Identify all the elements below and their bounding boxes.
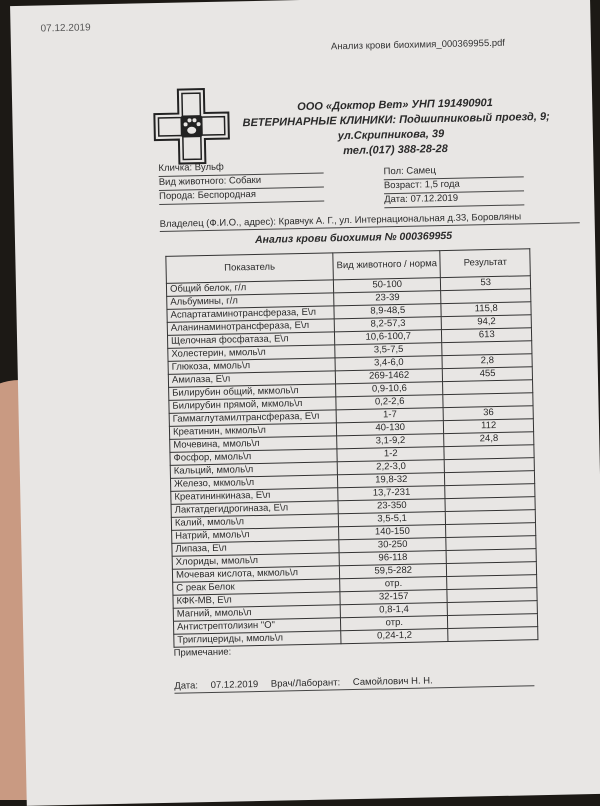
cell-norm: 0,2-2,6: [336, 395, 444, 410]
cell-result: 53: [441, 276, 531, 291]
cell-parameter: Антистрептолизин "О": [173, 618, 340, 634]
cell-norm: 13,7-231: [338, 486, 446, 501]
patient-sex: Пол: Самец: [384, 163, 524, 180]
cell-parameter: Глюкоза, ммоль\л: [168, 358, 335, 374]
clinic-name: ООО «Доктор Вет» УНП 191490901: [297, 96, 493, 114]
cell-norm: 40-130: [336, 421, 444, 436]
cell-norm: 8,2-57,3: [334, 317, 442, 332]
cell-norm: 1-2: [337, 447, 445, 462]
cell-parameter: Билирубин прямой, мкмоль\л: [169, 397, 336, 413]
cell-norm: отр.: [340, 616, 448, 631]
patient-species: Вид животного: Собаки: [159, 174, 324, 191]
cell-parameter: Креатинин, мкмоль\л: [169, 423, 336, 439]
cell-norm: 8,9-48,5: [334, 304, 442, 319]
cell-result: 112: [444, 419, 534, 434]
cell-result: 455: [443, 367, 533, 382]
cell-parameter: Аспартатаминотрансфераза, Е\л: [167, 306, 334, 322]
cell-norm: 23-39: [334, 291, 442, 306]
cell-result: 2,8: [442, 354, 532, 369]
print-date: 07.12.2019: [40, 22, 91, 35]
cell-norm: 3,5-5,1: [338, 512, 446, 527]
clinic-cross-logo-icon: [152, 86, 232, 166]
cell-result: 94,2: [442, 315, 532, 330]
cell-parameter: Кальций, ммоль\л: [170, 462, 337, 478]
clinic-header: [242, 95, 550, 161]
signature-line: [174, 673, 534, 694]
document-title: Анализ крови биохимия № 000369955: [254, 229, 453, 246]
cell-parameter: Аланинаминотрансфераза, Е\л: [167, 319, 334, 335]
cell-result: [448, 627, 538, 642]
note-label: Примечание:: [173, 646, 232, 659]
cell-result: 24,8: [444, 432, 534, 447]
cell-parameter: Гаммаглутамилтрансфераза, Е\л: [169, 410, 336, 426]
cell-norm: 23-350: [338, 499, 446, 514]
cell-parameter: Холестерин, ммоль\л: [168, 345, 335, 361]
file-name: Анализ крови биохимия_000369955.pdf: [330, 37, 506, 53]
cell-parameter: Магний, ммоль\л: [173, 605, 340, 621]
patient-age: Возраст: 1,5 года: [384, 177, 524, 194]
cell-norm: 10,6-100,7: [334, 330, 442, 345]
cell-norm: 3,4-6,0: [335, 356, 443, 371]
cell-parameter: Альбумины, г/л: [167, 293, 334, 309]
document-sheet: [10, 0, 600, 806]
cell-parameter: Щелочная фосфатаза, Е\л: [167, 332, 334, 348]
cell-norm: 0,8-1,4: [340, 603, 448, 618]
footer-date-label: Дата:: [174, 680, 199, 692]
cell-norm: 140-150: [339, 525, 447, 540]
footer-doctor: Самойлович Н. Н.: [352, 675, 433, 689]
cell-parameter: Железо, мкмоль\л: [170, 475, 337, 491]
footer-doctor-label: Врач/Лаборант:: [270, 677, 341, 690]
cell-norm: 3,5-7,5: [335, 343, 443, 358]
cell-norm: 19,8-32: [337, 473, 445, 488]
cell-norm: 269-1462: [335, 369, 443, 384]
footer-date: 07.12.2019: [210, 679, 259, 692]
results-table: [165, 248, 538, 648]
cell-norm: 0,24-1,2: [341, 629, 449, 644]
header-parameter: Показатель: [166, 253, 334, 283]
cell-parameter: Натрий, ммоль\л: [172, 527, 339, 543]
cell-norm: 0,9-10,6: [336, 382, 444, 397]
cell-parameter: Амилаза, Е\л: [168, 371, 335, 387]
cell-norm: 32-157: [340, 590, 448, 605]
cell-result: 36: [444, 406, 534, 421]
cell-parameter: Лактатдегидрогиназа, Е\л: [171, 501, 338, 517]
patient-date: Дата: 07.12.2019: [384, 191, 524, 208]
cell-parameter: Калий, ммоль\л: [171, 514, 338, 530]
cell-norm: 50-100: [333, 278, 441, 293]
cell-norm: 30-250: [339, 538, 447, 553]
cell-parameter: Хлориды, ммоль\л: [172, 553, 339, 569]
cell-parameter: Фосфор, ммоль\л: [170, 449, 337, 465]
cell-norm: 3,1-9,2: [337, 434, 445, 449]
cell-parameter: С реак Белок: [173, 579, 340, 595]
cell-parameter: КФК-МВ, Е\л: [173, 592, 340, 608]
cell-norm: отр.: [340, 577, 448, 592]
patient-nickname: Кличка: Вульф: [158, 160, 323, 177]
cell-parameter: Общий белок, г/л: [166, 280, 333, 296]
cell-norm: 1-7: [336, 408, 444, 423]
header-result: Результат: [440, 249, 530, 278]
cell-parameter: Липаза, Е\л: [172, 540, 339, 556]
clinic-phone: тел.(017) 388-28-28: [343, 142, 448, 158]
cell-parameter: Билирубин общий, мкмоль\л: [169, 384, 336, 400]
cell-result: 613: [442, 328, 532, 343]
cell-norm: 59,5-282: [339, 564, 447, 579]
cell-norm: 2,2-3,0: [337, 460, 445, 475]
patient-breed: Порода: Беспородная: [159, 188, 324, 205]
header-norm: Вид животного / норма: [333, 251, 441, 280]
cell-result: 115,8: [441, 302, 531, 317]
cell-norm: 96-118: [339, 551, 447, 566]
clinic-address-1: ВЕТЕРИНАРНЫЕ КЛИНИКИ: Подшипниковый проезд, 9;: [242, 110, 550, 130]
owner-info: Владелец (Ф.И.О., адрес): Кравчук А. Г., ул. Интернациональная д.33, Боровляны: [160, 210, 580, 232]
cell-parameter: Мочевая кислота, мкмоль\л: [172, 566, 339, 582]
cell-parameter: Креатининкиназа, Е\л: [171, 488, 338, 504]
clinic-address-2: ул.Скрипникова, 39: [337, 128, 445, 143]
cell-parameter: Мочевина, ммоль\л: [170, 436, 337, 452]
cell-parameter: Триглицериды, ммоль\л: [174, 631, 341, 647]
